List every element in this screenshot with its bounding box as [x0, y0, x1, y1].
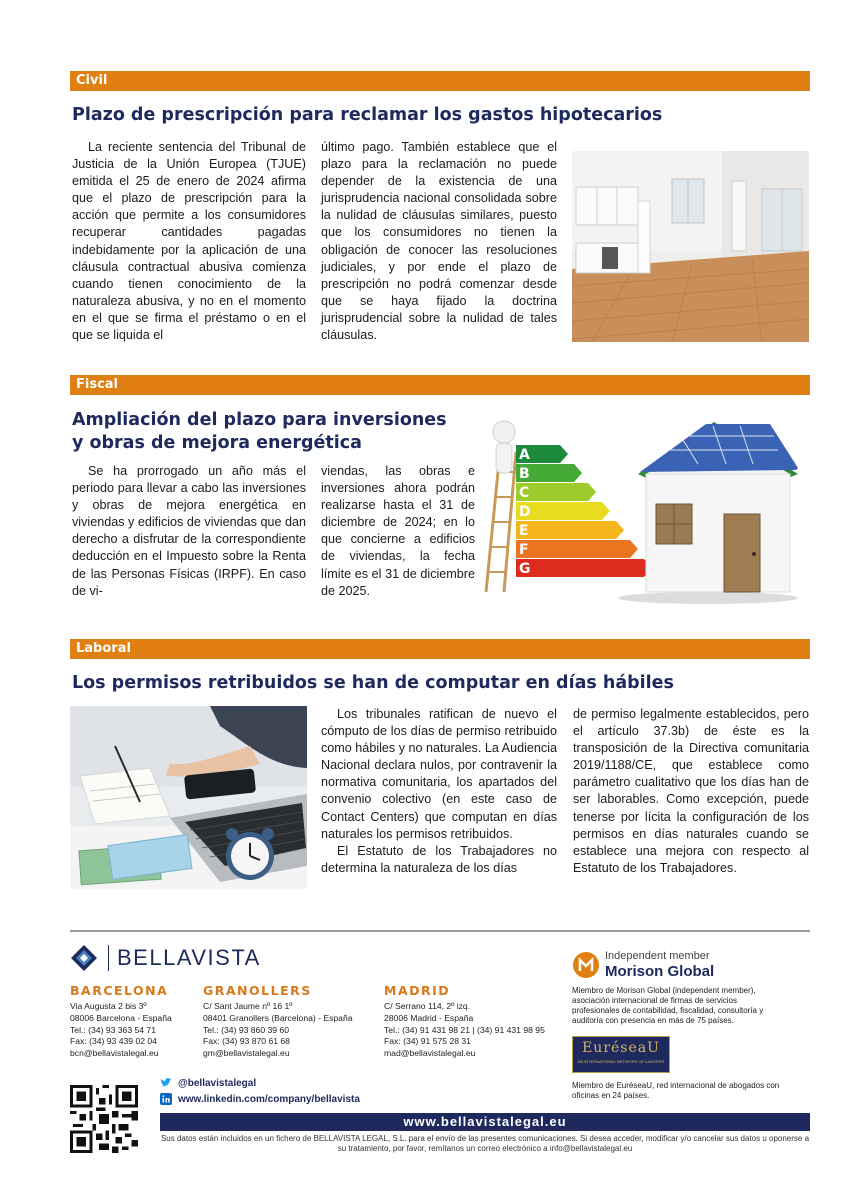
office-line: C/ Serrano 114, 2º izq. [384, 1001, 471, 1011]
office-line: 08401 Granollers (Barcelona) - España [203, 1012, 353, 1023]
section-label: Laboral [76, 641, 131, 656]
linkedin-url: www.linkedin.com/company/bellavista [178, 1093, 360, 1105]
article-column [72, 463, 306, 600]
energy-efficiency-illustration [478, 412, 810, 608]
energy-letter: E [519, 523, 529, 539]
kitchen-photo [572, 151, 809, 342]
footer-divider [70, 930, 810, 932]
office-barcelona [70, 984, 172, 1060]
morison-description: Miembro de Morison Global (independent member), asociación internacional de firmas de servicios profesionales de contabilidad, fiscalidad, consultoría y auditoría con presencia en más de 75 países. [572, 986, 764, 1025]
energy-letter: A [519, 447, 530, 463]
paragraph: viendas, las obras e inversiones ahora podrán realizarse hasta el 31 de diciembre de 2024; en lo que concierne a edificios de viviendas, la fecha límite es el 31 de diciembre de 2025. [321, 464, 475, 598]
paragraph: La reciente sentencia del Tribunal de Justicia de la Unión Europea (TJUE) emitida el 25 de enero de 2024 afirma que el plazo de prescripción para la acción que permite a los consumidores recuperar cantidades pagadas indebidamente por la aplicación de una cláusula contractual abusiva comienza cuando tienen conocimiento de la naturaleza abusiva, y no en el momento en el que se firma el préstamo o en el que se liquida el [72, 140, 306, 343]
office-email[interactable]: bcn@bellavistalegal.eu [70, 1048, 159, 1059]
linkedin-icon [160, 1093, 172, 1105]
qr-code[interactable] [70, 1085, 138, 1157]
office-email[interactable]: gm@bellavistalegal.eu [203, 1048, 290, 1059]
linkedin-link[interactable] [160, 1093, 360, 1105]
office-line: Fax: (34) 93 870 61 68 [203, 1036, 290, 1047]
website-banner[interactable]: www.bellavistalegal.eu [160, 1113, 810, 1131]
eureseau-description: Miembro de EuréseaU, red internacional de abogados con oficinas en 24 países. [572, 1081, 780, 1100]
article-title [72, 409, 447, 455]
energy-letter: B [519, 466, 530, 482]
office-line: Fax: (34) 93 439 02 04 [70, 1036, 157, 1047]
morison-name: Morison Global [605, 963, 715, 980]
office-city: BARCELONA [70, 983, 169, 998]
article-column [321, 139, 557, 344]
paragraph: Los tribunales ratifican de nuevo el cómputo de los días de permiso retribuido como hábiles y no naturales. La Audiencia Nacional declara nulos, por contravenir la normativa comunitaria, los apartados del convenio colectivo (en este caso de Contact Centers) que computan en días naturales los permisos retribuidos. [321, 707, 557, 841]
paragraph: El Estatuto de los Trabajadores no determina la naturaleza de los días [321, 843, 557, 875]
office-line: 28006 Madrid - España [384, 1012, 474, 1023]
energy-letter: F [519, 542, 529, 558]
article-column [72, 139, 306, 344]
office-line: C/ Sant Jaume nº 16 1º [203, 1001, 293, 1011]
section-bar-civil [70, 71, 810, 91]
office-line: Tel.: (34) 93 860 39 60 [203, 1024, 289, 1035]
twitter-handle: @bellavistalegal [178, 1077, 257, 1089]
paragraph: Se ha prorrogado un año más el periodo para llevar a cabo las inversiones y obras de mejora energética en viviendas y edificios de viviendas que dan derecho a disfrutar de la correspondiente deducción en el Impuesto sobre la Renta de las Personas Físicas (IRPF). En caso de vi- [72, 464, 306, 598]
section-label: Fiscal [76, 377, 119, 392]
section-label: Civil [76, 73, 108, 88]
twitter-link[interactable] [160, 1077, 256, 1089]
article-column [321, 463, 475, 600]
office-line: Tel.: (34) 93 363 54 71 [70, 1024, 156, 1035]
eureseau-wordmark: EuréseaU [582, 1040, 660, 1056]
article-column [573, 706, 809, 877]
bellavista-diamond-icon [70, 944, 98, 972]
brand-name: BELLAVISTA [108, 945, 261, 971]
section-bar-laboral [70, 639, 810, 659]
energy-letter: G [519, 561, 531, 577]
article-title: Los permisos retribuidos se han de computar en días hábiles [72, 673, 674, 693]
office-line: Tel.: (34) 91 431 98 21 | (34) 91 431 98 95 [384, 1024, 545, 1035]
energy-letter: D [519, 504, 531, 520]
office-city: GRANOLLERS [203, 983, 312, 998]
office-line: 08006 Barcelona - España [70, 1012, 172, 1023]
paragraph: último pago. También establece que el plazo para la reclamación no puede depender de la existencia de una jurisprudencia nacional consolidada sobre la nulidad de cláusulas similares, puesto que los consumidores no tienen la obligación de conocer las resoluciones judiciales, y por ende el plazo de prescripción no podrá comenzar desde que se haya fijado la doctrina jurisprudencial sobre la nulidad de tales cláusulas. [321, 140, 557, 343]
paragraph: de permiso legalmente establecidos, pero el artículo 37.3b) de éste es la transposición de la Directiva comunitaria 2019/1188/CE, que establece como parámetro cualitativo que los días han de ser laborables. Como excepción, puede tenerse por lícita la configuración de los permisos en días naturales cuando se establece una mejora con respecto al Estatuto de los Trabajadores. [573, 707, 809, 875]
office-granollers [203, 984, 353, 1060]
morison-globe-icon [572, 951, 600, 979]
office-city: MADRID [384, 983, 451, 998]
title-line: y obras de mejora energética [72, 433, 362, 453]
office-madrid [384, 984, 545, 1060]
article-title: Plazo de prescripción para reclamar los gastos hipotecarios [72, 105, 663, 125]
morison-global-logo [572, 950, 714, 980]
twitter-icon [160, 1077, 172, 1089]
office-line: Via Augusta 2 bis 3º [70, 1001, 147, 1011]
article-column [321, 706, 557, 877]
eureseau-tagline: AN INTERNATIONAL NETWORK OF LAWYERS [577, 1059, 665, 1064]
energy-letter: C [519, 485, 530, 501]
office-email[interactable]: mad@bellavistalegal.eu [384, 1048, 476, 1059]
eureseau-logo [572, 1036, 670, 1073]
office-line: Fax: (34) 91 575 28 31 [384, 1036, 471, 1047]
bellavista-logo [70, 940, 261, 976]
title-line: Ampliación del plazo para inversiones [72, 410, 447, 430]
privacy-disclaimer: Sus datos están incluidos en un fichero de BELLAVISTA LEGAL, S.L. para el envío de las presentes comunicaciones. Si desea acceder, modificar y/o cancelar sus datos u oponerse a su tratamiento, por favor, remítanos un correo electrónico a info@bellavistalegal.eu [160, 1134, 810, 1153]
laptop-photo [70, 706, 307, 889]
morison-subtitle: Independent member [605, 950, 710, 962]
section-bar-fiscal [70, 375, 810, 395]
